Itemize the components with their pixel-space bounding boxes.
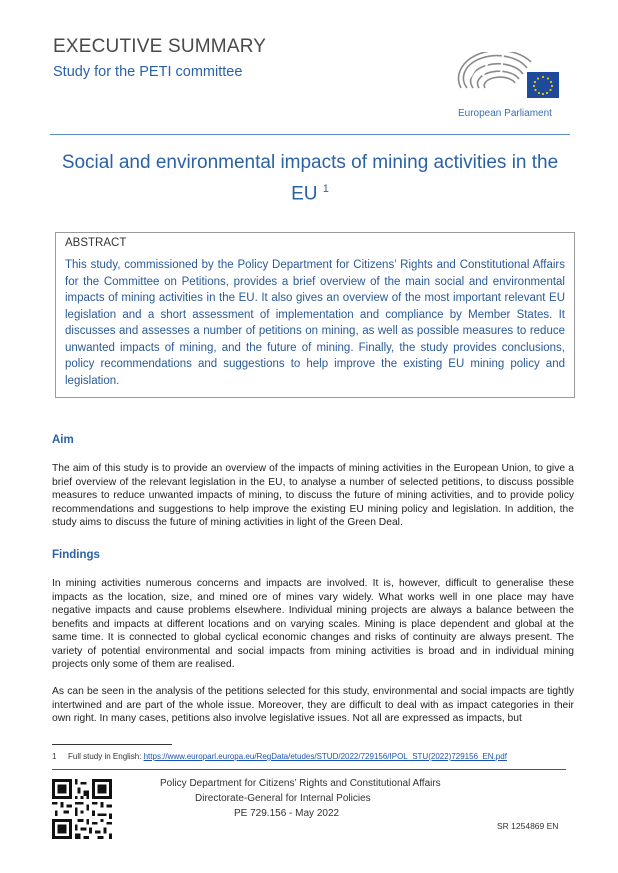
footnote-text: Full study in English: — [68, 752, 144, 761]
footnote-number: 1 — [52, 752, 57, 761]
abstract-box — [55, 232, 575, 398]
findings-paragraph-2: As can be seen in the analysis of the petitions selected for this study, environmental and social impacts are tightly intertwined and are part of the whole issue. Moreover, they are difficult to deal with as impact categories in their own right. In many cases, petitions also involve legislative issues. Not all are expressed as impacts, but — [52, 686, 574, 724]
document-title — [50, 150, 570, 207]
footer-directorate: Directorate-General for Internal Policies — [195, 793, 371, 804]
footer-divider — [52, 769, 566, 770]
footer-publication-ref: PE 729.156 - May 2022 — [234, 808, 340, 819]
summary-label: EXECUTIVE SUMMARY — [53, 36, 267, 57]
header-divider — [50, 134, 570, 135]
footnote-divider — [52, 744, 172, 745]
findings-paragraph-1: In mining activities numerous concerns and impacts are involved. It is, however, difficult to generalise these impacts as the location, size, and mined ore of mines vary widely. What works well in one place may have negative impacts and cause problems elsewhere. Individual mining projects are always a balance between the benefits and impacts at different locations and on varying scales. Mining is place dependent and global at the same time. It is connected to global cyclical economic changes and risks of continuity are always present. The variety of potential environmental and social impacts from mining activities is broad and in individual mining projects only some of them are realised. — [52, 578, 574, 670]
footnote-marker: 1 — [322, 183, 329, 195]
qr-code-icon — [52, 779, 112, 839]
european-parliament-wordmark: European Parliament — [458, 108, 552, 119]
findings-heading: Findings — [52, 549, 100, 561]
footer-department: Policy Department for Citizens’ Rights and Constitutional Affairs — [160, 778, 441, 789]
aim-heading: Aim — [52, 434, 74, 446]
aim-paragraph: The aim of this study is to provide an overview of the impacts of mining activities in the European Union, to give a brief overview of the relevant legislation in the EU, to analyse a number of selected petitions, to discuss possible measures to reduce unwanted impacts of mining, to discuss the future of mining activities, and to provide policy recommendations and suggestions to help improve the existing EU mining policy and legislation. In addition, the study aims to discuss the future of mining activities in light of the Green Deal. — [52, 463, 574, 528]
full-study-link[interactable]: https://www.europarl.europa.eu/RegData/etudes/STUD/2022/729156/IPOL_STU(2022)729156_EN.pdf — [143, 752, 507, 761]
committee-subtitle: Study for the PETI committee — [53, 64, 243, 80]
footer-document-code: SR 1254869 EN — [497, 821, 559, 831]
abstract-heading: ABSTRACT — [65, 237, 127, 249]
abstract-text: This study, commissioned by the Policy Department for Citizens’ Rights and Constitutional Affairs for the Committee on Petitions, provides a brief overview of the main social and environmental impacts of mining activities in the EU. It also gives an overview of the most important relevant EU legislation and a short assessment of implementation and compliance by Member States. It discusses and assesses a number of petitions on mining, as well as possible measures to reduce unwanted impacts of mining, and the future of mining. Finally, the study provides conclusions, policy recommendations and suggestions to help improve the existing EU mining policy and legislation. — [65, 259, 565, 387]
footnote — [52, 752, 507, 761]
document-title-text: Social and environmental impacts of mining activities in the EU — [61, 152, 559, 205]
